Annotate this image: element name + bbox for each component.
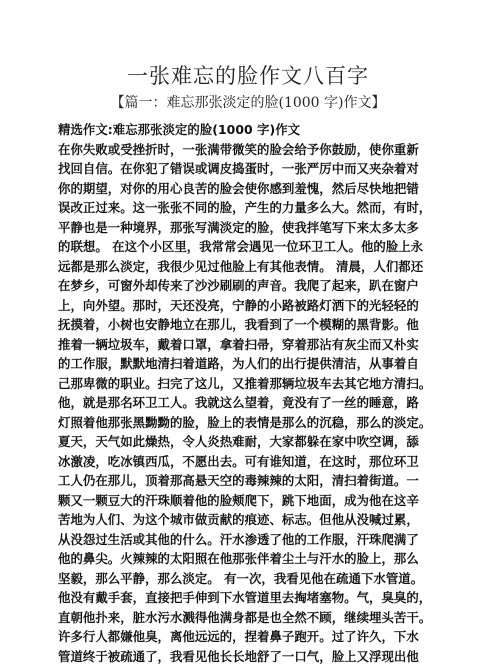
essay-line: 误改正过来。这一张张不同的脸，产生的力量多么大。然而，有时， — [58, 198, 478, 218]
essay-line: 苦地为人们、为这个城市做贡献的痕迹、标志。但他从没喊过累， — [58, 510, 478, 530]
essay-line: 推着一辆垃圾车，戴着口罩，拿着扫帚，穿着那沾有灰尘而又朴实 — [58, 335, 478, 355]
essay-line: 夏天，天气如此燥热，令人炎热难耐，大家都躲在家中吹空调，舔 — [58, 432, 478, 452]
essay-line: 坚毅，那么平静，那么淡定。 有一次，我看见他在疏通下水管道。 — [58, 569, 478, 589]
essay-line: 灯照着他那张黑黝黝的脸，脸上的表情是那么的沉稳，那么的淡定。 — [58, 413, 478, 433]
essay-line: 平静也是一种境界，那张写满淡定的脸，使我拌笔写下来太多太多 — [58, 218, 478, 238]
document-subtitle: 【篇一：难忘那张淡定的脸(1000 字)作文】 — [0, 92, 496, 112]
essay-line: 你的期望，对你的用心良苦的脸会使你感到羞愧，然后尽快地把错 — [58, 179, 478, 199]
essay-line: 上，向外望。那时，天还没亮，宁静的小路被路灯洒下的光轻轻的 — [58, 296, 478, 316]
essay-line: 在你失败或受挫折时，一张满带微笑的脸会给予你鼓励，使你重新 — [58, 140, 478, 160]
essay-body — [58, 120, 478, 666]
essay-line: 他的鼻尖。火辣辣的太阳照在他那张伴着尘土与汗水的脸上，那么 — [58, 549, 478, 569]
essay-line: 工人仍在那儿，顶着那高悬天空的毒辣辣的太阳，清扫着街道。一 — [58, 471, 478, 491]
essay-line: 抚摸着，小树也安静地立在那儿，我看到了一个模糊的黑背影。他 — [58, 315, 478, 335]
essay-line: 的工作服，默默地清扫着道路，为人们的出行提供清洁，从事着自 — [58, 354, 478, 374]
essay-line: 远都是那么淡定，我很少见过他脸上有其他表情。 清晨，人们都还 — [58, 257, 478, 277]
essay-line: 直朝他扑来，脏水污水溅得他满身都是也全然不顾，继续埋头苦干。 — [58, 608, 478, 628]
essay-heading: 精选作文:难忘那张淡定的脸(1000 字)作文 — [58, 120, 478, 140]
essay-line: 找回自信。在你犯了错误或调皮捣蛋时，一张严厉中而又夹杂着对 — [58, 159, 478, 179]
essay-line: 许多行人都嫌他臭，离他远远的，捏着鼻子跑开。过了许久，下水 — [58, 627, 478, 647]
essay-line: 己那卑微的职业。扫完了这儿，又推着那辆垃圾车去其它地方清扫。 — [58, 374, 478, 394]
document-title: 一张难忘的脸作文八百字 — [0, 60, 496, 90]
essay-line: 冰激凌，吃冰镇西瓜，不愿出去。可有谁知道，在这时，那位环卫 — [58, 452, 478, 472]
essay-line: 他，就是那名环卫工人。我就这么望着，竟没有了一丝的睡意，路 — [58, 393, 478, 413]
essay-line: 从没怨过生活或其他的什么。汗水渗透了他的工作服，汗珠爬满了 — [58, 530, 478, 550]
essay-line: 的联想。 在这个小区里，我常常会遇见一位环卫工人。他的脸上永 — [58, 237, 478, 257]
essay-line: 颗又一颗豆大的汗珠顺着他的脸颊爬下，跳下地面，成为他在这辛 — [58, 491, 478, 511]
essay-line: 他没有戴手套，直接把手伸到下水管道里去掏堵塞物。气，臭臭的， — [58, 588, 478, 608]
essay-line: 管道终于被疏通了，我看见他长长地舒了一口气，脸上又浮现出他 — [58, 647, 478, 666]
essay-line: 在梦乡，可窗外却传来了沙沙刷刷的声音。我爬了起来，趴在窗户 — [58, 276, 478, 296]
